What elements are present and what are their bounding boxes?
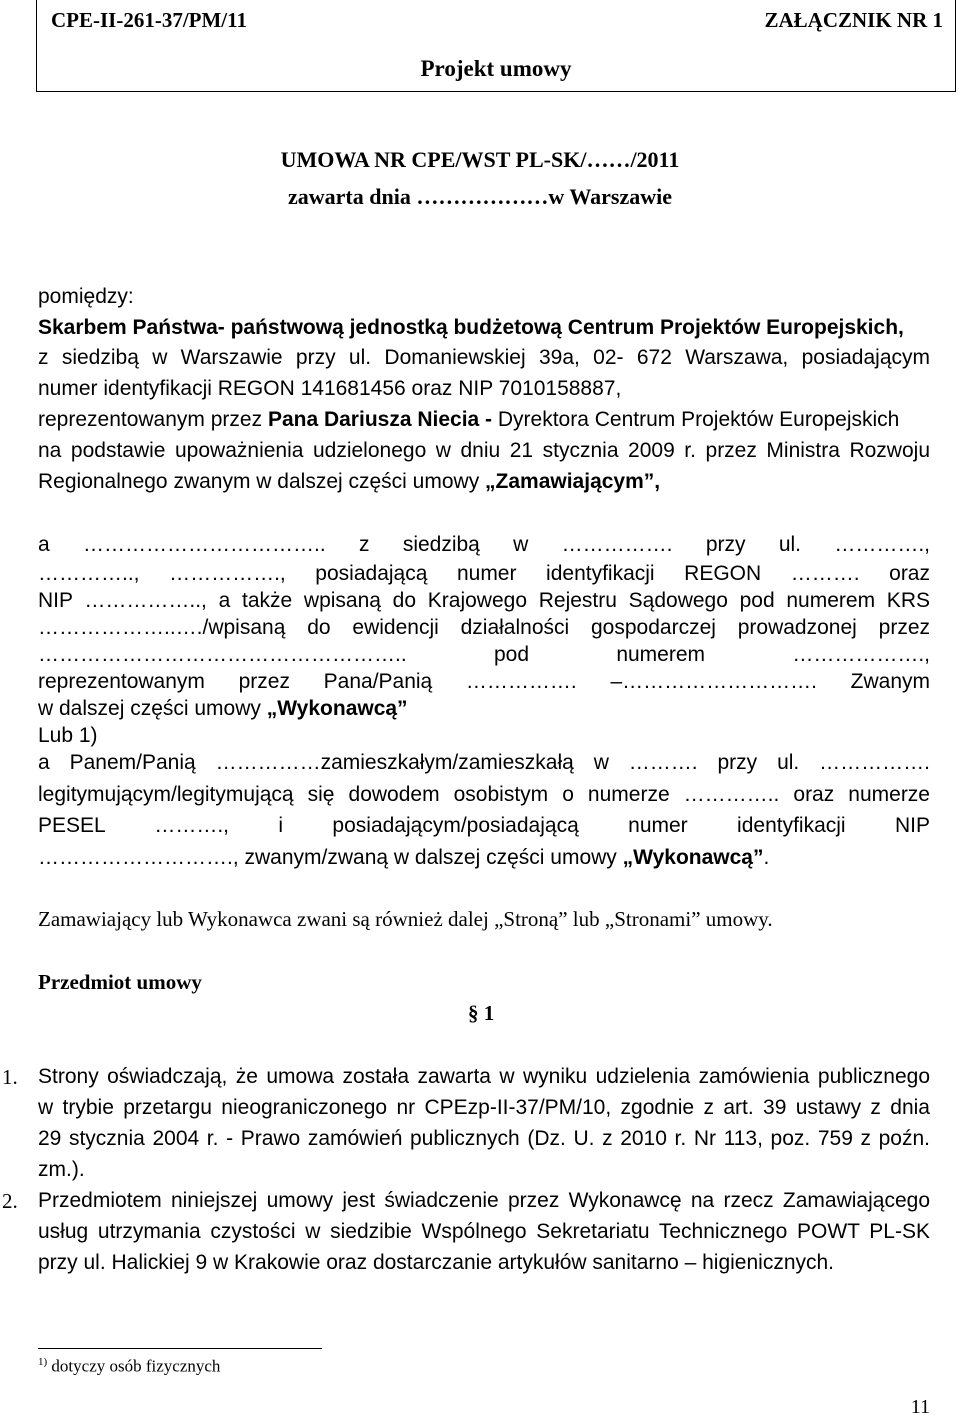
contract-date: zawarta dnia ………………w Warszawie <box>288 184 672 209</box>
contractor-line-12: ………………………., zwanym/zwaną w dalszej części umowy „Wykonawcą”. <box>38 846 770 869</box>
paragraph-mark: § 1 <box>468 1001 495 1025</box>
attachment-label: ZAŁĄCZNIK NR 1 <box>764 8 943 32</box>
contractor-line-7: w dalszej części umowy „Wykonawcą” <box>38 697 408 720</box>
treasury-line: Skarbem Państwa- państwową jednostką budżetową Centrum Projektów Europejskich, <box>38 316 904 339</box>
item-1-line-2: w trybie przetargu nieograniczonego nr CPEzp-II-37/PM/10, zgodnie z art. 39 ustawy z dnia <box>38 1096 930 1119</box>
authorization-line: na podstawie upoważnienia udzielonego w dniu 21 stycznia 2009 r. przez Ministra Rozwoju <box>38 439 930 462</box>
contractor-line-11: PESEL ………., i posiadającym/posiadającą numer identyfikacji NIP <box>38 814 930 837</box>
item-number: 2. <box>2 1189 18 1213</box>
contract-number: UMOWA NR CPE/WST PL-SK/……/2011 <box>280 147 680 172</box>
contractor-line-5: …………………………………………….. pod numerem ………………., <box>38 643 930 666</box>
seat-line: z siedzibą w Warszawie przy ul. Domaniewskiej 39a, 02- 672 Warszawa, posiadającym <box>38 346 930 369</box>
contractor-line-2: ………….., ……………., posiadającą numer identyfikacji REGON ………. oraz <box>38 562 930 585</box>
document-header <box>36 0 956 92</box>
contractor-line-1: a …………………………….. z siedzibą w ……………. przy ul. …………., <box>38 533 930 556</box>
contractor-line-3: NIP …………….., a także wpisaną do Krajowego Rejestru Sądowego pod numerem KRS <box>38 589 930 612</box>
ordering-party-name: „Zamawiającym”, <box>485 470 661 493</box>
item-1-line-4: zm.). <box>38 1158 85 1181</box>
footnote-separator <box>38 1348 322 1349</box>
footnote-mark: 1) <box>38 1356 48 1368</box>
contractor-line-6: reprezentowanym przez Pana/Panią ……………. –………………………. Zwanym <box>38 670 930 693</box>
contractor-line-4: ………………..…./wpisaną do ewidencji działalności gospodarczej prowadzonej przez <box>38 616 930 639</box>
contractor-name: „Wykonawcą” <box>266 697 408 720</box>
id-line: numer identyfikacji REGON 141681456 oraz NIP 7010158887, <box>38 377 622 400</box>
contractor-line-8: Lub 1) <box>38 724 98 747</box>
between-label: pomiędzy: <box>38 285 134 308</box>
item-2-line-2: usług utrzymania czystości w siedzibie Wspólnego Sekretariatu Technicznego POWT PL-SK <box>38 1220 930 1243</box>
regional-line: Regionalnego zwanym w dalszej części umowy „Zamawiającym”, <box>38 470 661 493</box>
representative-line: reprezentowanym przez Pana Dariusza Niecia - Dyrektora Centrum Projektów Europejskich <box>38 408 900 431</box>
contractor-name-2: „Wykonawcą” <box>622 846 764 869</box>
contractor-line-10: legitymującym/legitymującą się dowodem osobistym o numerze ………….. oraz numerze <box>38 783 930 806</box>
document-title: Projekt umowy <box>420 56 572 81</box>
item-1-line-1: Strony oświadczają, że umowa została zawarta w wyniku udzielenia zamówienia publicznego <box>38 1065 930 1088</box>
section-heading: Przedmiot umowy <box>38 970 202 994</box>
item-2-line-1: Przedmiotem niniejszej umowy jest świadczenie przez Wykonawcę na rzecz Zamawiającego <box>38 1189 930 1212</box>
representative-name: Pana Dariusza Niecia - <box>267 408 493 431</box>
footnote: $^{1)}$ dotyczy osób fizycznych <box>38 1356 221 1376</box>
item-number: 1. <box>2 1065 18 1089</box>
contractor-line-9: a Panem/Panią ……………zamieszkałym/zamieszkałą w ………. przy ul. ……………. <box>38 751 930 774</box>
item-2-line-3: przy ul. Halickiej 9 w Krakowie oraz dostarczanie artykułów sanitarno – higienicznych. <box>38 1251 835 1274</box>
page-number: 11 <box>910 1396 930 1418</box>
sides-definition: Zamawiający lub Wykonawca zwani są również dalej „Stroną” lub „Stronami” umowy. <box>38 907 773 931</box>
item-1-line-3: 29 stycznia 2004 r. - Prawo zamówień publicznych (Dz. U. z 2010 r. Nr 113, poz. 759 z poźn. <box>38 1127 930 1150</box>
document-reference: CPE-II-261-37/PM/11 <box>51 8 247 32</box>
